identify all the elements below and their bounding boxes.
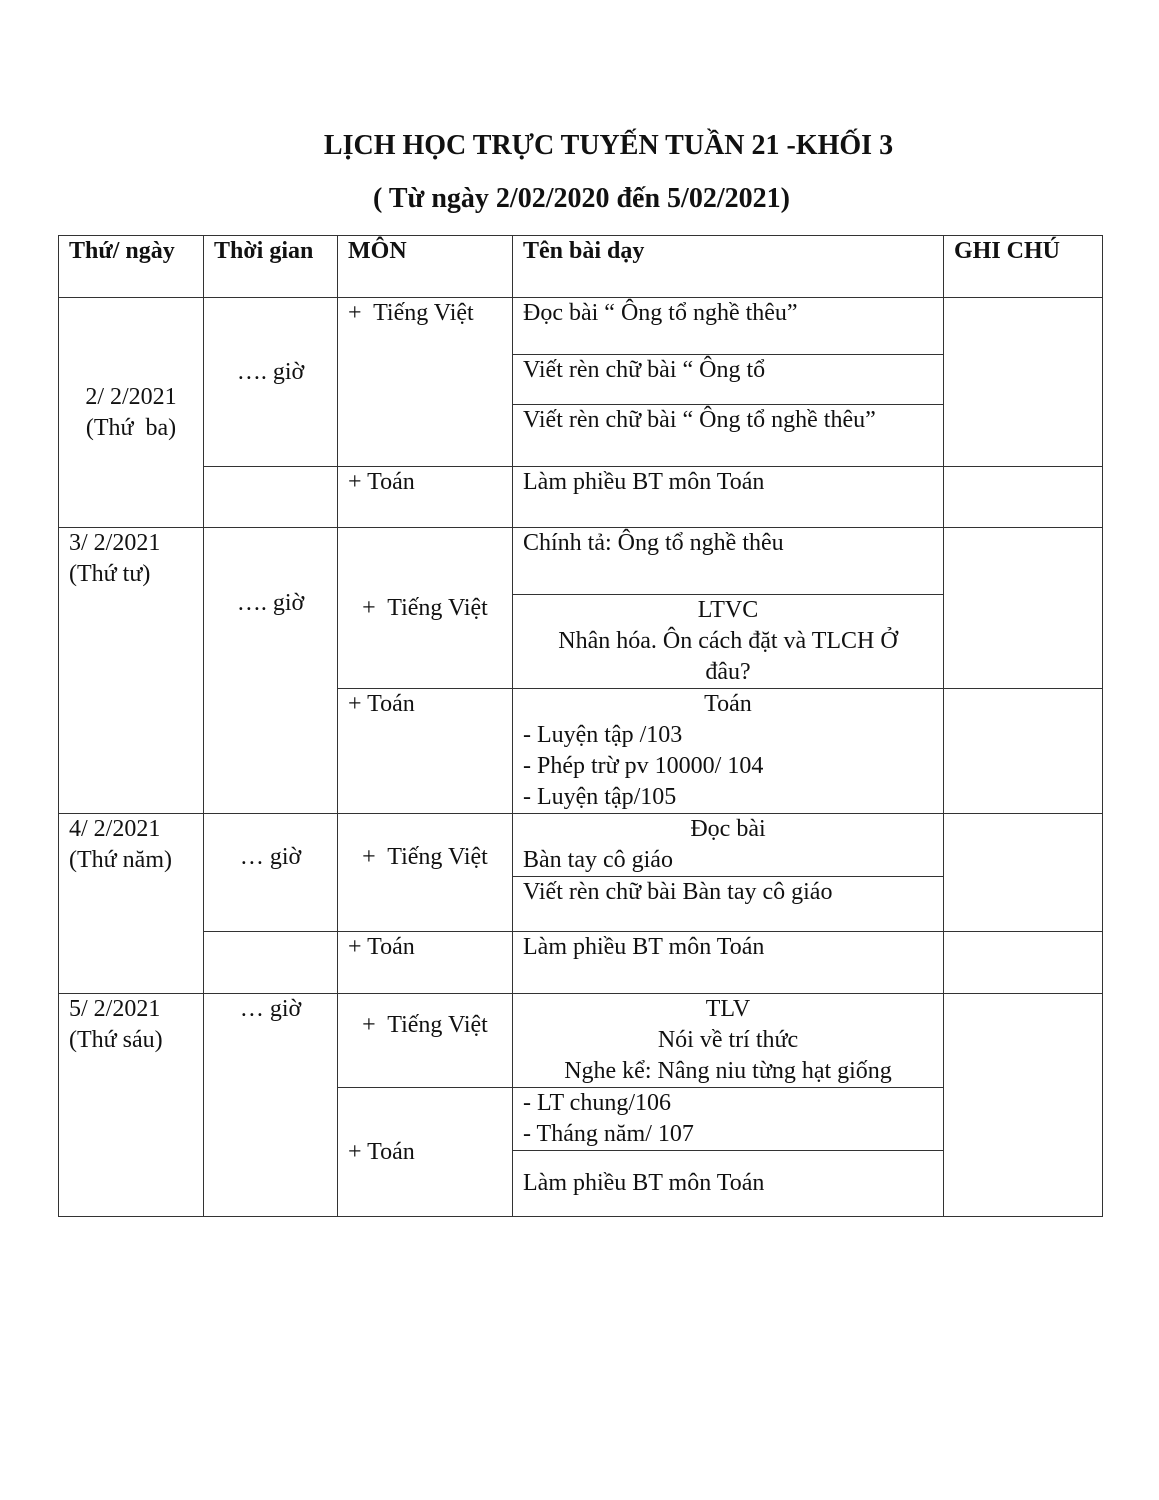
lesson-text: Viết rèn chữ bài Bàn tay cô giáo xyxy=(523,879,833,905)
subject-cell xyxy=(338,994,513,1088)
page-title: LỊCH HỌC TRỰC TUYẾN TUẦN 21 -KHỐI 3 xyxy=(323,130,894,161)
table-row xyxy=(59,528,1103,595)
subject-cell xyxy=(338,689,513,814)
table-row xyxy=(59,298,1103,355)
lesson-cell xyxy=(513,528,944,595)
lesson-cell xyxy=(513,467,944,528)
lesson-text: Chính tả: Ông tổ nghề thêu xyxy=(523,530,784,556)
lesson-item: - LT chung/106 xyxy=(523,1090,671,1116)
time-cell xyxy=(204,298,338,467)
header-lesson: Tên bài dạy xyxy=(513,236,944,298)
time-cell xyxy=(204,528,338,814)
lesson-cell xyxy=(513,1088,944,1151)
time-cell xyxy=(204,932,338,994)
day-date: 3/ 2/2021 xyxy=(69,530,161,556)
lesson-cell xyxy=(513,877,944,932)
lesson-line: Nhân hóa. Ôn cách đặt và TLCH Ở xyxy=(558,628,898,654)
day-weekday: (Thứ tư) xyxy=(69,561,151,587)
subject-cell xyxy=(338,814,513,932)
lesson-cell xyxy=(513,298,944,355)
header-subject: MÔN xyxy=(338,236,513,298)
lesson-line: đâu? xyxy=(705,659,751,685)
lesson-cell xyxy=(513,595,944,689)
note-cell xyxy=(944,467,1103,528)
table-row xyxy=(59,994,1103,1088)
subject-cell xyxy=(338,528,513,689)
lesson-line: Bàn tay cô giáo xyxy=(523,847,673,873)
lesson-item: - Phép trừ pv 10000/ 104 xyxy=(523,753,764,779)
time-value: … giờ xyxy=(239,996,302,1022)
schedule-table xyxy=(58,235,1103,1217)
lesson-cell xyxy=(513,814,944,877)
subject-cell xyxy=(338,932,513,994)
lesson-text: Viết rèn chữ bài “ Ông tổ nghề thêu” xyxy=(523,407,876,433)
lesson-cell xyxy=(513,355,944,405)
subject-cell xyxy=(338,298,513,467)
subject-toan: + Toán xyxy=(348,469,415,495)
day-cell xyxy=(59,528,204,814)
day-date: 2/ 2/2021 xyxy=(85,383,177,410)
lesson-cell xyxy=(513,994,944,1088)
time-value: … giờ xyxy=(239,844,302,870)
header-day: Thứ/ ngày xyxy=(59,236,204,298)
day-date: 5/ 2/2021 xyxy=(69,996,161,1022)
lesson-title: Toán xyxy=(704,691,752,717)
lesson-item: - Luyện tập/105 xyxy=(523,784,677,810)
header-row xyxy=(59,236,1103,298)
day-date: 4/ 2/2021 xyxy=(69,816,161,842)
subject-tieng-viet: + Tiếng Việt xyxy=(348,300,474,326)
header-note: GHI CHÚ xyxy=(944,236,1103,298)
day-weekday: (Thứ năm) xyxy=(69,847,172,873)
lesson-item: - Luyện tập /103 xyxy=(523,722,683,748)
lesson-title: LTVC xyxy=(697,597,759,623)
table-row xyxy=(59,467,1103,528)
lesson-cell xyxy=(513,1151,944,1217)
note-cell xyxy=(944,298,1103,467)
subject-tieng-viet: + Tiếng Việt xyxy=(362,844,488,870)
subject-tieng-viet: + Tiếng Việt xyxy=(362,594,488,621)
lesson-text: Viết rèn chữ bài “ Ông tổ xyxy=(523,357,766,383)
time-cell xyxy=(204,994,338,1217)
note-cell xyxy=(944,689,1103,814)
lesson-text: Làm phiều BT môn Toán xyxy=(523,1170,765,1196)
lesson-cell xyxy=(513,932,944,994)
lesson-item: - Tháng năm/ 107 xyxy=(523,1121,694,1147)
header-time: Thời gian xyxy=(204,236,338,298)
subject-cell xyxy=(338,1088,513,1217)
note-cell xyxy=(944,932,1103,994)
subject-cell xyxy=(338,467,513,528)
day-cell xyxy=(59,814,204,994)
time-cell xyxy=(204,814,338,932)
lesson-title: TLV xyxy=(705,996,751,1022)
day-cell xyxy=(59,298,204,528)
table-row xyxy=(59,814,1103,877)
lesson-line: Nghe kể: Nâng niu từng hạt giống xyxy=(564,1058,892,1084)
note-cell xyxy=(944,528,1103,689)
table-row xyxy=(59,932,1103,994)
lesson-text: Làm phiều BT môn Toán xyxy=(523,469,765,495)
note-cell xyxy=(944,814,1103,932)
time-cell xyxy=(204,467,338,528)
subject-toan: + Toán xyxy=(348,691,415,717)
subject-toan: + Toán xyxy=(348,1138,415,1165)
time-value: …. giờ xyxy=(236,358,305,385)
page-subtitle: ( Từ ngày 2/02/2020 đến 5/02/2021) xyxy=(373,183,790,214)
time-value: …. giờ xyxy=(236,590,305,616)
note-cell xyxy=(944,994,1103,1217)
subject-toan: + Toán xyxy=(348,934,415,960)
day-weekday: (Thứ sáu) xyxy=(69,1027,163,1053)
lesson-title: Đọc bài xyxy=(690,816,766,842)
lesson-line: Nói về trí thức xyxy=(657,1027,799,1053)
day-weekday: (Thứ ba) xyxy=(85,414,177,441)
subject-tieng-viet: + Tiếng Việt xyxy=(362,1012,488,1038)
lesson-text: Làm phiều BT môn Toán xyxy=(523,934,765,960)
lesson-text: Đọc bài “ Ông tổ nghề thêu” xyxy=(523,300,798,326)
lesson-cell xyxy=(513,405,944,467)
day-cell xyxy=(59,994,204,1217)
lesson-cell xyxy=(513,689,944,814)
